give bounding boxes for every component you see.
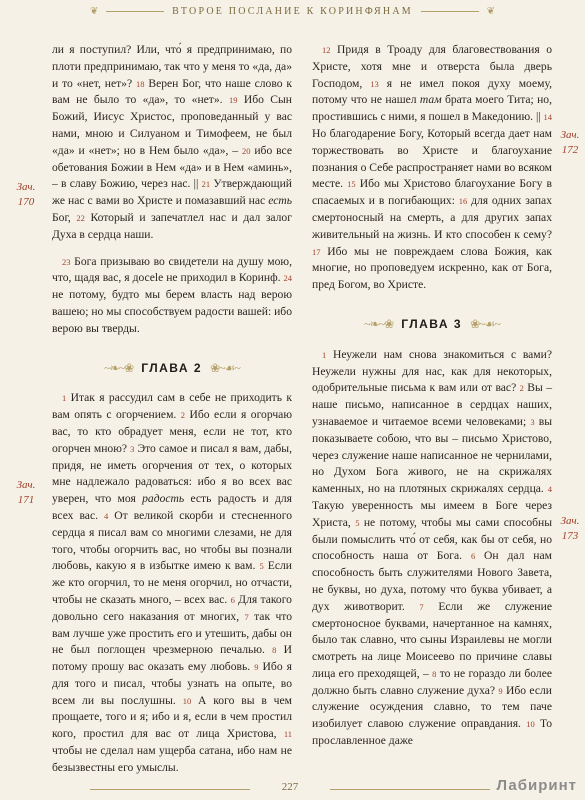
margin-note-zach-170 [6, 180, 46, 210]
flourish-left-icon: ~❧~❀ [104, 360, 134, 375]
text-run: Который и запечатлел нас и дал залог Духа в сердца наши. [52, 210, 292, 241]
text-run: Бог, [52, 210, 77, 224]
text-run: Для такого довольно сего наказания от многих, [52, 592, 292, 623]
verse-number: 5 [259, 561, 264, 572]
text-run: Вы – наше письмо, написанное в сердцах наших, узнаваемое и читаемое всеми человеками; [312, 381, 552, 428]
text-run: Итак я рассудил сам в себе не приходить к вам опять с огорчением. [52, 391, 292, 422]
text-run: Утверждающий же нас с вами во Христе и помазавший нас [52, 177, 293, 208]
verse-number: 17 [312, 246, 321, 257]
text-run: не потому, чтобы мы сами способны были помыслить что́ от себя, как бы от себя, но способность наша от Бога. [312, 515, 553, 563]
watermark-logo: Лабиринт [496, 777, 577, 794]
verse-number: 19 [228, 95, 238, 106]
verse-number: 6 [230, 594, 235, 605]
verse-number: 3 [530, 416, 535, 427]
paragraph [52, 390, 292, 776]
italic-text: там [419, 93, 442, 107]
text-run: Бога призываю во свидетели на душу мою, что, щадя вас, я досele не приходил в Коринф. [52, 254, 292, 285]
verse-number: 23 [62, 256, 71, 267]
margin-note-number: 172 [561, 144, 579, 156]
text-run: То прославленное даже [312, 717, 552, 748]
text-run: не потому, будто мы берем власть над верою вашею; но мы способствуем радости вашей: ибо верою вы тверды. [52, 288, 292, 335]
footer-rule-left [90, 789, 250, 790]
margin-note-label: Зач. [560, 515, 580, 527]
margin-note-zach-171 [6, 478, 46, 508]
verse-number: 16 [458, 196, 468, 207]
text-run: Если же кто огорчил, то не меня огорчил, но отчасти, чтобы не сказать много, – всех вас. [52, 559, 292, 606]
paragraph [52, 254, 292, 338]
text-run: то не гораздо ли более должно быть славно служение духа? [312, 666, 552, 697]
verse-number: 13 [370, 78, 379, 89]
verse-number: 8 [272, 645, 277, 656]
ornament-right-icon: ❦ [486, 5, 495, 17]
text-run: чтобы не сделал нам ущерба сатана, ибо нам не безызвестны его умыслы. [52, 744, 292, 774]
flourish-left-icon: ~❧~❀ [364, 316, 394, 331]
verse-number: 7 [419, 601, 424, 612]
text-run: От великой скорби и стесненного сердца я писал вам со многими слезами, не для того, чтобы огорчить вас, но чтобы вы познали любовь, какую я в избытке имею к вам. [52, 508, 292, 573]
margin-note-label: Зач. [560, 129, 580, 141]
text-run: Но благодарение Богу, Который всегда дает нам торжествовать во Христе и благоухание познания о Себе распространяет нами во всяком месте. [312, 126, 552, 191]
text-run: есть радость и для всех вас. [52, 492, 292, 522]
text-run: брата моего Тита; но, простившись с ними, я пошел в Македонию. || [312, 93, 552, 124]
margin-note-zach-173 [552, 514, 585, 544]
verse-number: 22 [76, 212, 85, 223]
header-rule-left [106, 11, 164, 12]
text-run: ли я поступил? Или, что́ я предпринимаю, по плоти предпринимаю, так что у меня то «да, да» и то «нет, нет»? [52, 43, 292, 90]
text-run: для одних запах смертоносный на смерть, а для других запах живительный на жизнь. И кто способен к сему? [312, 194, 552, 241]
text-run: Придя в Троаду для благовествования о Христе, хотя мне и отверста была дверь Господом, [312, 43, 552, 90]
footer-rule-right [330, 789, 490, 790]
text-run: Это самое и писал я вам, дабы, придя, не иметь огорчения от тех, о которых мне надлежало радоваться: ибо я во всех вас уверен, что моя [52, 441, 292, 506]
text-run: Если же служение смертоносное буквами, начертанное на камнях, было так славно, что сыны Израилевы не могли смотреть на лице Моисеево по причине славы лица его преходящей, – [312, 599, 552, 680]
italic-text: радость [142, 492, 185, 506]
verse-number: 15 [347, 179, 356, 190]
verse-number: 1 [62, 393, 67, 404]
chapter-title: ГЛАВА 3 [401, 316, 463, 331]
ornament-left-icon: ❦ [90, 5, 99, 17]
margin-note-number: 171 [17, 494, 35, 506]
text-run: Такую уверенность мы имеем в Боге через Христа, [312, 498, 552, 529]
flourish-right-icon: ❀~☙~ [210, 360, 240, 375]
verse-number: 3 [130, 443, 135, 454]
verse-number: 2 [180, 410, 186, 421]
verse-number: 7 [244, 611, 249, 622]
margin-note-label: Зач. [16, 479, 36, 491]
text-run: Неужели нам снова знакомиться с вами? Неужели нужны для нас, как для некоторых, одобрительные письма к вам или от вас? [312, 347, 552, 395]
header-rule-right [421, 11, 479, 12]
verse-number: 5 [355, 517, 360, 528]
verse-number: 24 [283, 273, 292, 284]
text-run: И потому прошу вас оказать ему любовь. [52, 643, 292, 674]
right-column [312, 42, 552, 760]
left-column [52, 42, 292, 787]
verse-number: 9 [254, 662, 259, 673]
verse-number: 4 [104, 510, 109, 521]
text-run: так что вам лучше уже простить его и утешить, дабы он не был поглощен чрезмерною печалью. [52, 609, 293, 657]
verse-number: 18 [135, 78, 145, 89]
chapter-title: ГЛАВА 2 [141, 360, 203, 375]
verse-number: 10 [182, 695, 192, 706]
margin-note-label: Зач. [16, 181, 36, 193]
text-run: Ибо если служение осуждения славно, то тем паче изобилует славою служение оправдания. [312, 683, 552, 731]
chapter-heading-2 [52, 360, 292, 377]
running-head [90, 0, 495, 22]
text-run: Ибо мы Христово благоухание Богу в спасаемых и в погибающих: [312, 177, 552, 208]
flourish-right-icon: ❀~☙~ [470, 316, 500, 331]
chapter-heading-3 [312, 316, 552, 333]
paragraph [312, 42, 552, 294]
text-run: Ибо я для того и писал, чтобы узнать на опыте, во всем ли вы послушны. [52, 660, 293, 707]
margin-note-number: 170 [17, 196, 35, 208]
text-run: я не имел покоя духу моему, потому что не нашел [312, 76, 552, 107]
verse-number: 9 [498, 685, 503, 696]
verse-number: 1 [322, 349, 327, 360]
verse-number: 20 [241, 145, 251, 156]
verse-number: 21 [201, 179, 211, 190]
margin-note-number: 173 [561, 530, 579, 542]
page-number: 227 [281, 781, 299, 793]
italic-text: есть [268, 194, 292, 208]
text-run: Ибо мы не повреждаем слова Божия, как многие, но проповедуем искренно, как от Бога, пред Богом, во Христе. [312, 244, 552, 292]
margin-note-zach-172 [552, 128, 585, 158]
verse-number: 4 [547, 484, 552, 495]
text-run: А кого вы в чем прощаете, того и я; ибо и я, если в чем простил кого, простил для вас от лица Христова, [52, 693, 292, 741]
verse-number: 8 [432, 668, 437, 679]
verse-number: 2 [519, 383, 524, 394]
verse-number: 6 [470, 551, 476, 562]
text-run: Верен Бог, что наше слово к вам не было то «да», то «нет». [52, 76, 293, 107]
text-run: ибо все обетования Божии в Нем «да» и в Нем «аминь», – в славу Божию, через нас. || [52, 143, 292, 191]
verse-number: 10 [526, 719, 535, 730]
text-run: Он дал нам способность быть служителями Нового Завета, не буквы, но духа, потому что буква убивает, а дух животворит. [312, 549, 552, 613]
text-run: вы показываете собою, что вы – письмо Христово, через служение наше написанное не чернилами, но Духом Бога живого, не на скрижалях каменных, но на плотяных скрижалях сердца. [312, 414, 552, 496]
text-run: Ибо Сын Божий, Иисус Христос, проповеданный у вас нами, мною и Силуаном и Тимофеем, не был «да» и «нет»; но в Нем было «да», – [52, 93, 292, 157]
running-head-title: ВТОРОЕ ПОСЛАНИЕ К КОРИНФЯНАМ [172, 5, 413, 17]
verse-number: 12 [322, 45, 331, 55]
paragraph [52, 42, 292, 244]
text-run: Ибо если я огорчаю вас, то кто обрадует меня, если не тот, кто огорчен мною? [52, 408, 292, 455]
verse-number: 14 [543, 112, 552, 123]
verse-number: 11 [283, 729, 292, 740]
paragraph [312, 347, 552, 750]
